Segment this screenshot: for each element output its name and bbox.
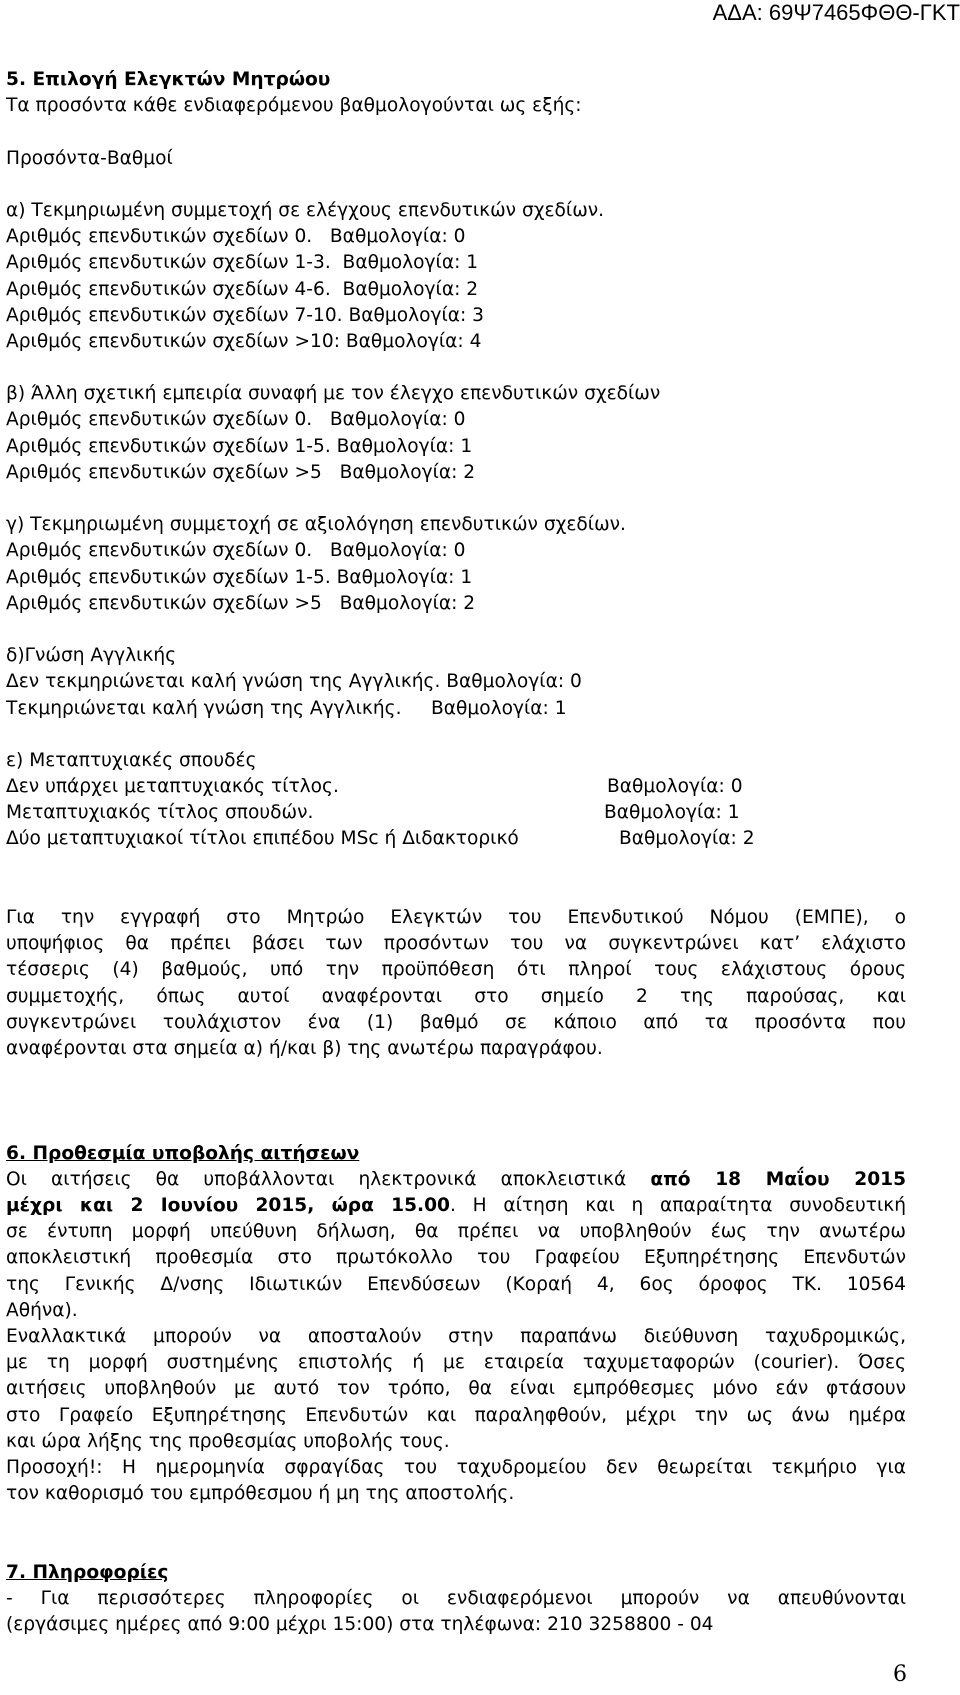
criterion-a-row: Αριθμός επενδυτικών σχεδίων 7-10. Βαθμολογία: 3 — [6, 304, 485, 326]
criterion-d-row: Τεκμηριώνεται καλή γνώση της Αγγλικής. Βαθμολογία: 1 — [6, 697, 567, 719]
criterion-c-title: γ) Τεκμηριωμένη συμμετοχή σε αξιολόγηση επενδυτικών σχεδίων. — [6, 514, 626, 536]
deadline-paragraph-line: με τη μορφή συστημένης επιστολής ή με εταιρεία ταχυμεταφορών (courier). Όσες — [6, 1352, 906, 1374]
section-7-title-text: 7. Πληροφορίες — [6, 1561, 169, 1583]
criterion-e-row — [6, 800, 906, 826]
section-6-title — [6, 1141, 906, 1167]
criterion-a-title: α) Τεκμηριωμένη συμμετοχή σε ελέγχους επενδυτικών σχεδίων. — [6, 199, 605, 221]
criterion-e-row — [6, 826, 906, 852]
criterion-c-row: Αριθμός επενδυτικών σχεδίων 0. Βαθμολογία: 0 — [6, 540, 466, 562]
section-7-title — [6, 1560, 906, 1586]
deadline-paragraph-line: στο Γραφείο Εξυπηρέτησης Επενδυτών και παραληφθούν, μέχρι την ως άνω ημέρα — [6, 1404, 906, 1426]
document-body — [6, 67, 906, 1638]
criterion-a-row: Αριθμός επενδυτικών σχεδίων 4-6. Βαθμολογία: 2 — [6, 278, 479, 300]
deadline-line — [6, 1193, 906, 1219]
registration-paragraph-line: συμμετοχής, όπως αυτοί αναφέρονται στο σημείο 2 της παρούσας, και — [6, 985, 906, 1007]
registration-paragraph-line: υποψήφιος θα πρέπει βάσει των προσόντων του να συγκεντρώνει κατ’ ελάχιστο — [6, 933, 906, 955]
deadline-text: Οι αιτήσεις θα υποβάλλονται ηλεκτρονικά αποκλειστικά — [6, 1168, 651, 1190]
deadline-paragraph-line: της Γενικής Δ/νσης Ιδιωτικών Επενδύσεων (Κοραή 4, 6ος όροφος ΤΚ. 10564 — [6, 1273, 906, 1295]
criterion-e-row — [6, 774, 906, 800]
criterion-b-row: Αριθμός επενδυτικών σχεδίων 1-5. Βαθμολογία: 1 — [6, 435, 473, 457]
criterion-e-label: Δύο μεταπτυχιακοί τίτλοι επιπέδου MSc ή Διδακτορικό — [6, 828, 519, 850]
qualifications-subtitle: Προσόντα-Βαθμοί — [6, 147, 173, 169]
deadline-text: . Η αίτηση και η απαραίτητα συνοδευτική — [450, 1195, 906, 1217]
criterion-b-title: β) Άλλη σχετική εμπειρία συναφή με τον έλεγχο επενδυτικών σχεδίων — [6, 383, 661, 405]
section-6-title-text: 6. Προθεσμία υποβολής αιτήσεων — [6, 1142, 360, 1164]
criterion-e-score: Βαθμολογία: 2 — [619, 828, 755, 850]
deadline-paragraph-line: σε έντυπη μορφή υπεύθυνη δήλωση, θα πρέπει να υποβληθούν έως την ανωτέρω — [6, 1221, 906, 1243]
criterion-b-row: Αριθμός επενδυτικών σχεδίων 0. Βαθμολογία: 0 — [6, 409, 466, 431]
section-5-title: 5. Επιλογή Ελεγκτών Μητρώου — [6, 69, 331, 90]
section-5-intro: Τα προσόντα κάθε ενδιαφερόμενου βαθμολογούνται ως εξής: — [6, 95, 582, 117]
deadline-start: από 18 Μαΐου 2015 — [650, 1168, 907, 1190]
ada-code: ΑΔΑ: 69Ψ7465ΦΘΘ-ΓΚΤ — [712, 0, 960, 25]
registration-paragraph-line: τέσσερις (4) βαθμούς, υπό την προϋπόθεση ότι πληροί τους ελάχιστους όρους — [6, 959, 906, 981]
deadline-paragraph-line: τον καθορισμό του εμπρόθεσμου ή μη της αποστολής. — [6, 1483, 515, 1505]
info-line: (εργάσιμες ημέρες από 9:00 μέχρι 15:00) στα τηλέφωνα: 210 3258800 - 04 — [6, 1614, 714, 1636]
info-line: - Για περισσότερες πληροφορίες οι ενδιαφερόμενοι μπορούν να απευθύνονται — [6, 1587, 906, 1609]
deadline-paragraph-line: Προσοχή!: Η ημερομηνία σφραγίδας του ταχυδρομείου δεν θεωρείται τεκμήριο για — [6, 1456, 906, 1478]
criterion-c-row: Αριθμός επενδυτικών σχεδίων 1-5. Βαθμολογία: 1 — [6, 566, 473, 588]
registration-paragraph-line: Για την εγγραφή στο Μητρώο Ελεγκτών του Επενδυτικού Νόμου (ΕΜΠΕ), ο — [6, 907, 906, 928]
criterion-b-row: Αριθμός επενδυτικών σχεδίων >5 Βαθμολογία: 2 — [6, 461, 476, 483]
deadline-paragraph-line: αποκλειστική προθεσμία στο πρωτόκολλο του Γραφείου Εξυπηρέτησης Επενδυτών — [6, 1247, 906, 1269]
criterion-a-row: Αριθμός επενδυτικών σχεδίων >10: Βαθμολογία: 4 — [6, 330, 482, 352]
deadline-end: μέχρι και 2 Ιουνίου 2015, ώρα 15.00 — [6, 1195, 450, 1217]
criterion-e-label: Μεταπτυχιακός τίτλος σπουδών. — [6, 802, 314, 824]
criterion-d-row: Δεν τεκμηριώνεται καλή γνώση της Αγγλικής. Βαθμολογία: 0 — [6, 671, 582, 693]
deadline-line — [6, 1167, 906, 1193]
page-number: 6 — [893, 1662, 907, 1687]
criterion-a-row: Αριθμός επενδυτικών σχεδίων 0. Βαθμολογία: 0 — [6, 226, 466, 248]
deadline-paragraph-line: Αθήνα). — [6, 1299, 78, 1321]
criterion-d-title: δ)Γνώση Αγγλικής — [6, 645, 177, 667]
criterion-e-score: Βαθμολογία: 1 — [604, 802, 740, 824]
deadline-paragraph-line: Εναλλακτικά μπορούν να αποσταλούν στην παραπάνω διεύθυνση ταχυδρομικώς, — [6, 1326, 906, 1347]
deadline-paragraph-line: και ώρα λήξης της προθεσμίας υποβολής τους. — [6, 1430, 450, 1452]
deadline-paragraph-line: αιτήσεις υποβληθούν με αυτό τον τρόπο, θα είναι εμπρόθεσμες μόνο εάν φτάσουν — [6, 1378, 906, 1400]
criterion-e-score: Βαθμολογία: 0 — [607, 776, 743, 798]
registration-paragraph-line: αναφέρονται στα σημεία α) ή/και β) της ανωτέρω παραγράφου. — [6, 1037, 603, 1059]
criterion-e-label: Δεν υπάρχει μεταπτυχιακός τίτλος. — [6, 776, 339, 798]
criterion-e-title: ε) Μεταπτυχιακές σπουδές — [6, 749, 257, 771]
registration-paragraph-line: συγκεντρώνει τουλάχιστον ένα (1) βαθμό σε κάποιο από τα προσόντα που — [6, 1011, 906, 1033]
criterion-a-row: Αριθμός επενδυτικών σχεδίων 1-3. Βαθμολογία: 1 — [6, 252, 479, 274]
criterion-c-row: Αριθμός επενδυτικών σχεδίων >5 Βαθμολογία: 2 — [6, 592, 476, 614]
